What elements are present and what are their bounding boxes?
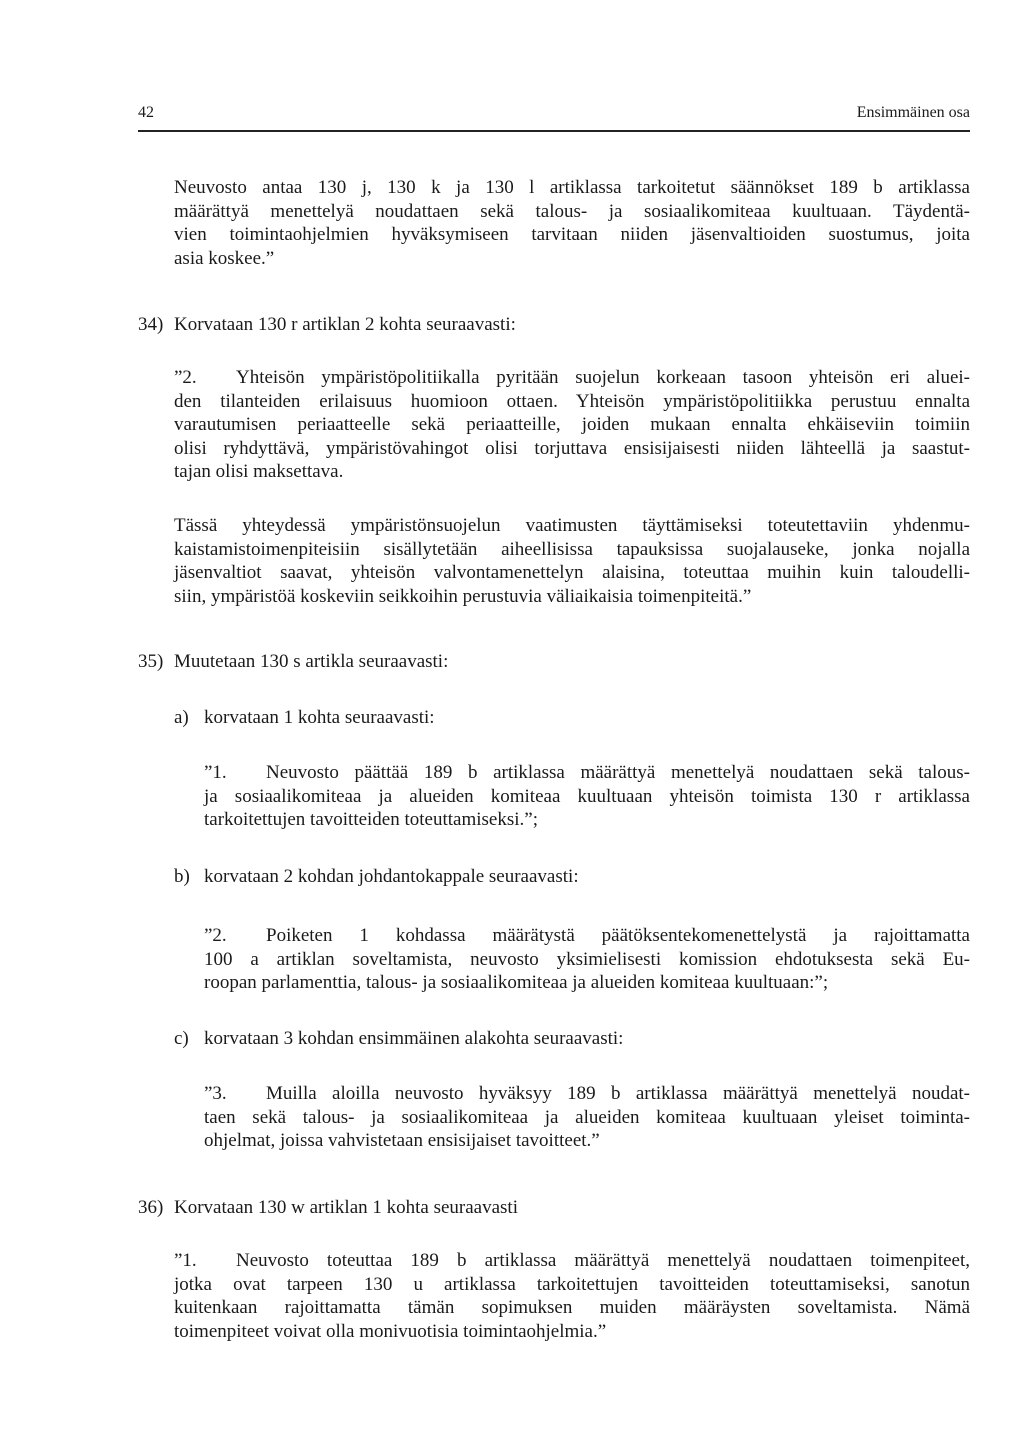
text-line: olisi ryhdyttävä, ympäristövahingot olisi torjuttava ensisijaisesti niiden lähteellä ja saastut- <box>174 437 970 459</box>
sub-item-a <box>174 706 435 730</box>
amendment-heading-34 <box>138 313 516 337</box>
quoted-paragraph-35b <box>204 924 970 995</box>
sub-item-label: b) <box>174 866 190 887</box>
amendment-number: 36) <box>138 1197 164 1218</box>
amendment-heading-35 <box>138 650 448 674</box>
amendment-number: 34) <box>138 314 164 335</box>
text-line: varautumisen periaatteelle sekä periaatteille, joiden mukaan ennalta ehkäiseviin toimiin <box>174 414 970 436</box>
text-line: Tässä yhteydessä ympäristönsuojelun vaatimusten täyttämiseksi toteutettaviin yhdenmu- <box>174 515 970 536</box>
sub-item-text: korvataan 1 kohta seuraavasti: <box>204 707 435 728</box>
sub-item-text: korvataan 2 kohdan johdantokappale seuraavasti: <box>204 866 579 887</box>
text-line: tajan olisi maksettava. <box>174 461 344 483</box>
page-number: 42 <box>138 104 154 121</box>
text-line: jotka ovat tarpeen 130 u artiklassa tarkoitettujen tavoitteiden toteuttamiseksi, sanotun <box>174 1273 970 1295</box>
amendment-number: 35) <box>138 651 164 672</box>
quote-number: ”3. <box>204 1083 227 1104</box>
header-rule <box>138 130 970 132</box>
quoted-paragraph-34-2 <box>174 514 970 608</box>
quoted-paragraph-36 <box>174 1249 970 1343</box>
text-line: kuitenkaan rajoittamatta tämän sopimuksen muiden määräysten soveltamista. Nämä <box>174 1297 970 1319</box>
sub-item-b <box>174 865 579 889</box>
text-line: ”2. Poiketen 1 kohdassa määrätystä päätöksentekomenettelystä ja rajoittamatta <box>204 925 970 946</box>
quote-number: ”2. <box>174 367 197 388</box>
amendment-text: Korvataan 130 r artiklan 2 kohta seuraavasti: <box>174 314 516 335</box>
text-line: ”3. Muilla aloilla neuvosto hyväksyy 189 b artiklassa määrättyä menettelyä noudat- <box>204 1083 970 1104</box>
sub-item-label: c) <box>174 1028 189 1049</box>
text-line: tarkoitettujen tavoitteiden toteuttamiseksi.”; <box>204 809 538 831</box>
text-line: Neuvosto antaa 130 j, 130 k ja 130 l artiklassa tarkoitetut säännökset 189 b artiklassa <box>174 177 970 198</box>
paragraph-intro <box>174 176 970 270</box>
text-line: vien toimintaohjelmien hyväksymiseen tarvitaan niiden jäsenvaltioiden suostumus, joita <box>174 224 970 246</box>
text-line: kaistamistoimenpiteisiin sisällytetään aiheellisissa tapauksissa suojalauseke, jonka nojalla <box>174 538 970 560</box>
text-line: jäsenvaltiot saavat, yhteisön valvontamenettelyn alaisina, toteuttaa muihin kuin taloudelli- <box>174 562 970 584</box>
quote-number: ”2. <box>204 925 227 946</box>
text-line: taen sekä talous- ja sosiaalikomiteaa ja alueiden komiteaa kuultuaan yleiset toiminta- <box>204 1106 970 1128</box>
text-line: siin, ympäristöä koskeviin seikkoihin perustuvia väliaikaisia toimenpiteitä.” <box>174 585 752 607</box>
text-line: ”1. Neuvosto päättää 189 b artiklassa määrättyä menettelyä noudattaen sekä talous- <box>204 762 970 783</box>
amendment-text: Korvataan 130 w artiklan 1 kohta seuraavasti <box>174 1197 518 1218</box>
page-header <box>138 104 970 132</box>
quoted-paragraph-34-1 <box>174 366 970 484</box>
sub-item-label: a) <box>174 707 189 728</box>
text-line: ”2. Yhteisön ympäristöpolitiikalla pyritään suojelun korkeaan tasoon yhteisön eri aluei- <box>174 367 970 388</box>
section-title: Ensimmäinen osa <box>856 104 970 121</box>
text-line: den tilanteiden erilaisuus huomioon ottaen. Yhteisön ympäristöpolitiikka perustuu ennalta <box>174 390 970 412</box>
quoted-paragraph-35a <box>204 761 970 832</box>
text-line: asia koskee.” <box>174 247 275 269</box>
text-line: roopan parlamenttia, talous- ja sosiaalikomiteaa ja alueiden komiteaa kuultuaan:”; <box>204 972 829 994</box>
sub-item-text: korvataan 3 kohdan ensimmäinen alakohta seuraavasti: <box>204 1028 624 1049</box>
text-line: ohjelmat, joissa vahvistetaan ensisijaiset tavoitteet.” <box>204 1130 600 1152</box>
text-line: määrättyä menettelyä noudattaen sekä talous- ja sosiaalikomiteaa kuultuaan. Täydentä- <box>174 200 970 222</box>
text-line: 100 a artiklan soveltamista, neuvosto yksimielisesti komission ehdotuksesta sekä Eu- <box>204 948 970 970</box>
amendment-heading-36 <box>138 1196 518 1220</box>
text-line: toimenpiteet voivat olla monivuotisia toimintaohjelmia.” <box>174 1320 607 1342</box>
text-line: ”1. Neuvosto toteuttaa 189 b artiklassa määrättyä menettelyä noudattaen toimenpiteet, <box>174 1250 970 1271</box>
quoted-paragraph-35c <box>204 1082 970 1153</box>
quote-number: ”1. <box>174 1250 197 1271</box>
amendment-text: Muutetaan 130 s artikla seuraavasti: <box>174 651 449 672</box>
text-line: ja sosiaalikomiteaa ja alueiden komiteaa kuultuaan yhteisön toimista 130 r artiklassa <box>204 785 970 807</box>
sub-item-c <box>174 1027 623 1051</box>
quote-number: ”1. <box>204 762 227 783</box>
